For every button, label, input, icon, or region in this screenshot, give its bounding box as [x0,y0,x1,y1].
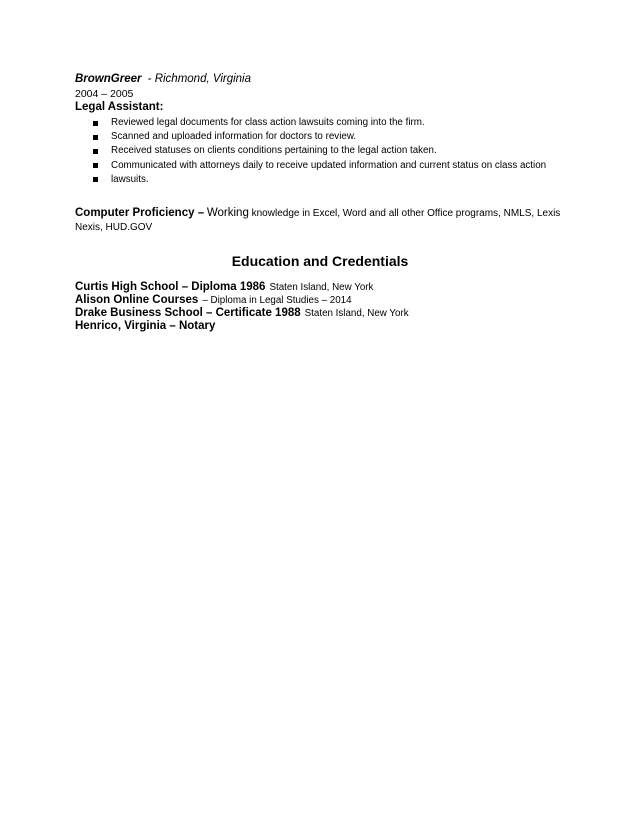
duty-item [75,130,565,144]
duty-item [75,159,565,173]
education-heading: Education and Credentials [231,253,409,270]
duty-item [75,173,565,187]
square-bullet-icon [93,121,98,126]
computer-proficiency-working: Working [206,207,249,220]
education-detail: Staten Island, New York [269,282,374,294]
education-school: Curtis High School – Diploma 1986 [75,281,266,294]
duty-text: Communicated with attorneys daily to receive updated information and current status on class action [111,159,547,171]
duty-item [75,116,565,130]
education-entry [75,281,565,294]
education-entry [75,307,565,320]
education-school: Drake Business School – Certificate 1988 [75,307,301,320]
employment-dates: 2004 – 2005 [75,88,134,100]
education-detail: – Diploma in Legal Studies – 2014 [202,295,352,307]
square-bullet-icon [93,177,98,182]
resume-content [75,72,565,333]
education-list [75,281,565,333]
square-bullet-icon [93,135,98,140]
education-school: Henrico, Virginia – Notary [75,320,216,333]
education-school: Alison Online Courses [75,294,199,307]
education-entry [75,320,565,333]
education-entry [75,294,565,307]
duty-text: Scanned and uploaded information for doctors to review. [111,131,357,143]
computer-proficiency-label: Computer Proficiency – [75,207,205,220]
job-title: Legal Assistant: [75,101,164,113]
duty-text: lawsuits. [111,173,149,185]
employer-location: - Richmond, Virginia [147,73,252,85]
square-bullet-icon [93,163,98,168]
duties-list [75,116,565,187]
education-detail: Staten Island, New York [304,308,409,320]
duty-item [75,144,565,158]
computer-proficiency [75,206,565,235]
employer-name: BrownGreer [75,73,142,85]
computer-proficiency-text: knowledge in Excel, Word and all other Office programs, NMLS, Lexis Nexis, HUD.GOV [75,208,561,234]
square-bullet-icon [93,149,98,154]
employer-line [75,72,565,87]
duty-text: Received statuses on clients conditions pertaining to the legal action taken. [111,145,437,157]
duty-text: Reviewed legal documents for class action lawsuits coming into the firm. [111,117,425,128]
